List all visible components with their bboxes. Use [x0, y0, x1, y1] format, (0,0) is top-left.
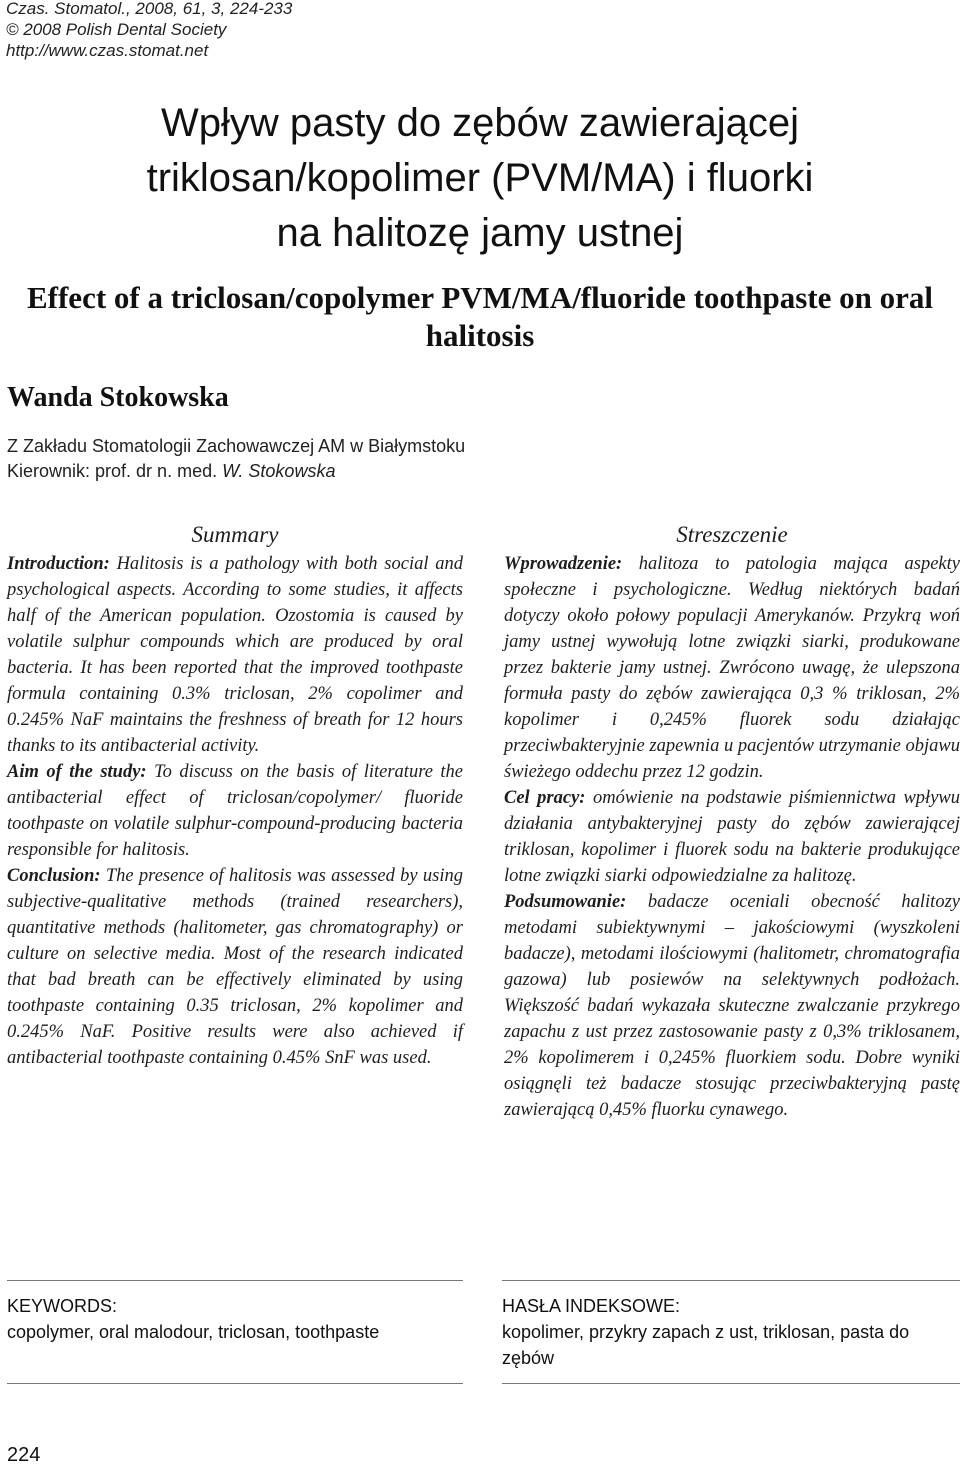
hasla-indeksowe-box — [502, 1280, 960, 1384]
wprowadzenie-text: halitoza to patologia mająca aspekty społeczne i psychologiczne. Według niektórych badań dotyczy około połowy populacji Amerykanów. Przykrą woń jamy ustnej wywołują lotne związki siarki, produkowane przez bakterie jamy ustnej. Zwrócono uwagę, że ulepszona formuła pasty do zębów zawierająca 0,3 % triklosan, 2% kopolimer i 0,245% fluorek sodu działając przeciwbakteryjnie zapewnia u pacjentów utrzymanie objawu świeżego oddechu przez 12 godzin. — [504, 554, 960, 782]
polish-title-line-1: Wpływ pasty do zębów zawierającej — [160, 101, 800, 145]
hasla-text: kopolimer, przykry zapach z ust, triklosan, pasta do zębów — [502, 1322, 910, 1368]
affiliation — [7, 434, 465, 484]
journal-header — [6, 0, 292, 61]
hasla-label: HASŁA INDEKSOWE: — [502, 1296, 681, 1316]
summary-conclusion — [7, 863, 463, 1071]
header-url[interactable]: http://www.czas.stomat.net — [6, 41, 209, 60]
streszczenie-cel-pracy — [504, 785, 960, 889]
streszczenie-heading: Streszczenie — [676, 522, 788, 547]
summary-aim — [7, 759, 463, 863]
podsumowanie-label: Podsumowanie: — [504, 892, 627, 912]
affiliation-line: Z Zakładu Stomatologii Zachowawczej AM w Białymstoku — [7, 436, 466, 456]
author-name: Wanda Stokowska — [7, 382, 229, 413]
polish-title-line-3: na halitozę jamy ustnej — [276, 211, 684, 255]
aim-text: To discuss on the basis of literature the antibacterial effect of triclosan/copolymer/ fluoride toothpaste on volatile sulphur-compound-producing bacteria responsible for halitosis. — [7, 762, 463, 860]
keywords-label: KEYWORDS: — [7, 1296, 118, 1316]
streszczenie-column — [504, 520, 960, 1123]
streszczenie-podsumowanie — [504, 889, 960, 1123]
head-title: Kierownik: prof. dr n. med. — [7, 461, 218, 481]
english-title-line-1: Effect of a triclosan/copolymer PVM/MA/fluoride toothpaste on oral — [26, 280, 933, 315]
summary-introduction — [7, 551, 463, 759]
head-of-department — [7, 459, 465, 484]
header-citation: Czas. Stomatol., 2008, 61, 3, 224-233 — [6, 0, 293, 18]
polish-title-line-2: triklosan/kopolimer (PVM/MA) i fluorki — [146, 156, 814, 200]
english-title-line-2: halitosis — [425, 318, 535, 353]
introduction-label: Introduction: — [7, 554, 110, 574]
podsumowanie-text: badacze oceniali obecność halitozy metodami subiektywnymi – jakościowymi (wyszkoleni badacze), metodami ilościowymi (halitometr, chromatografia gazowa) lub posiewów na selektywnych podłożach. Większość badań wykazała skuteczne zwalczanie przykrego zapachu z ust przez zastosowanie pasty z 0,3% triklosanem, 2% kopolimerem i 0,245% fluorkiem sodu. Dobre wyniki osiągnęli też badacze stosując przeciwbakteryjną pastę zawierającą 0,45% fluorku cynawego. — [504, 892, 960, 1120]
introduction-text: Halitosis is a pathology with both social and psychological aspects. According to some studies, it affects half of the American population. Ozostomia is caused by volatile sulphur compounds which are produced by oral bacteria. It has been reported that the improved toothpaste formula containing 0.3% triclosan, 2% copolimer and 0.245% NaF maintains the freshness of breath for 12 hours thanks to its antibacterial activity. — [7, 554, 463, 756]
streszczenie-wprowadzenie — [504, 551, 960, 785]
conclusion-label: Conclusion: — [7, 866, 101, 886]
summary-heading: Summary — [191, 522, 279, 547]
head-name: W. Stokowska — [217, 461, 336, 481]
keywords-box — [7, 1280, 463, 1384]
wprowadzenie-label: Wprowadzenie: — [504, 554, 623, 574]
keywords-text: copolymer, oral malodour, triclosan, toothpaste — [7, 1322, 380, 1342]
aim-label: Aim of the study: — [7, 762, 147, 782]
header-copyright: © 2008 Polish Dental Society — [6, 20, 227, 39]
english-title — [0, 279, 960, 355]
cel-pracy-label: Cel pracy: — [504, 788, 586, 808]
polish-title — [0, 96, 960, 261]
summary-column — [7, 520, 463, 1071]
page-number: 224 — [7, 1444, 41, 1466]
cel-pracy-text: omówienie na podstawie piśmiennictwa wpływu działania antybakteryjnej pasty do zębów zawierającej triklosan, kopolimer i fluorek sodu na bakterie produkujące lotne związki siarki odpowiedzialne za halitozę. — [504, 788, 960, 886]
conclusion-text: The presence of halitosis was assessed by using subjective-qualitative methods (trained researchers), quantitative methods (halitometer, gas chromatography) or culture on selective media. Most of the research indicated that bad breath can be effectively eliminated by using toothpaste containing 0.35 triclosan, 2% kopolimer and 0.245% NaF. Positive results were also achieved if antibacterial toothpaste containing 0.45% SnF was used. — [7, 866, 463, 1068]
